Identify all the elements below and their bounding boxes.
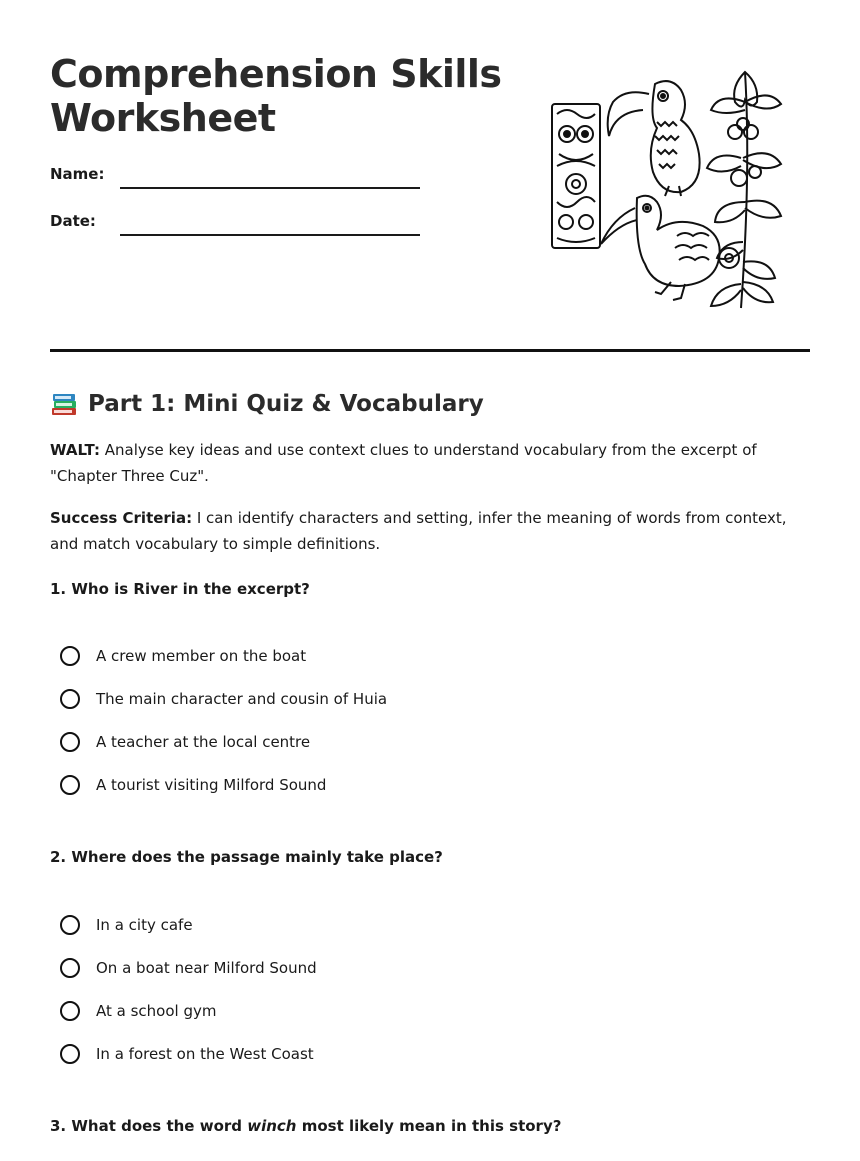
- question-2-option-2[interactable]: [60, 955, 317, 981]
- question-1-option-3[interactable]: [60, 729, 310, 755]
- success-criteria-label: Success Criteria:: [50, 509, 193, 527]
- carved-pou-icon: [552, 104, 600, 248]
- option-label: A tourist visiting Milford Sound: [96, 776, 327, 794]
- option-label: On a boat near Milford Sound: [96, 959, 317, 977]
- radio-circle-icon[interactable]: [60, 646, 80, 666]
- radio-circle-icon[interactable]: [60, 1001, 80, 1021]
- question-3-text-before: 3. What does the word: [50, 1117, 248, 1135]
- walt-text: Analyse key ideas and use context clues to understand vocabulary from the excerpt of "Chapter Three Cuz".: [50, 441, 757, 485]
- kawakawa-plant-icon: [707, 72, 781, 308]
- section-divider: [50, 349, 810, 352]
- radio-circle-icon[interactable]: [60, 732, 80, 752]
- kaka-bird-icon: [608, 81, 700, 196]
- name-field[interactable]: [120, 187, 420, 189]
- name-label: Name:: [50, 165, 105, 183]
- radio-circle-icon[interactable]: [60, 915, 80, 935]
- title-line-1: Comprehension Skills: [50, 52, 502, 96]
- option-label: In a city cafe: [96, 916, 193, 934]
- option-label: In a forest on the West Coast: [96, 1045, 314, 1063]
- question-3-text-after: most likely mean in this story?: [296, 1117, 562, 1135]
- kiwi-bird-icon: [601, 196, 720, 300]
- walt-paragraph: [50, 437, 810, 489]
- date-field[interactable]: [120, 234, 420, 236]
- title-line-2: Worksheet: [50, 96, 276, 140]
- question-2-option-1[interactable]: [60, 912, 193, 938]
- success-criteria-text: I can identify characters and setting, infer the meaning of words from context, and match vocabulary to simple definitions.: [50, 509, 787, 553]
- radio-circle-icon[interactable]: [60, 958, 80, 978]
- question-1-option-4[interactable]: [60, 772, 326, 798]
- worksheet-title: [50, 52, 502, 140]
- walt-label: WALT:: [50, 441, 100, 459]
- part1-title: [50, 388, 484, 420]
- question-1-option-2[interactable]: [60, 686, 387, 712]
- option-label: At a school gym: [96, 1002, 217, 1020]
- radio-circle-icon[interactable]: [60, 775, 80, 795]
- part1-title-text: Part 1: Mini Quiz & Vocabulary: [88, 391, 484, 417]
- radio-circle-icon[interactable]: [60, 1044, 80, 1064]
- question-2: 2. Where does the passage mainly take place?: [50, 848, 443, 866]
- question-1-option-1[interactable]: [60, 643, 306, 669]
- radio-circle-icon[interactable]: [60, 689, 80, 709]
- success-criteria-paragraph: [50, 505, 810, 557]
- option-label: A teacher at the local centre: [96, 733, 311, 751]
- maori-illustration: [545, 62, 805, 312]
- question-2-option-4[interactable]: [60, 1041, 314, 1067]
- option-label: A crew member on the boat: [96, 647, 307, 665]
- date-label: Date:: [50, 212, 96, 230]
- question-2-option-3[interactable]: [60, 998, 216, 1024]
- option-label: The main character and cousin of Huia: [96, 690, 388, 708]
- question-3-emphasized-word: winch: [247, 1117, 297, 1135]
- question-3: [50, 1117, 561, 1135]
- books-icon: [50, 390, 78, 418]
- question-1: 1. Who is River in the excerpt?: [50, 580, 310, 598]
